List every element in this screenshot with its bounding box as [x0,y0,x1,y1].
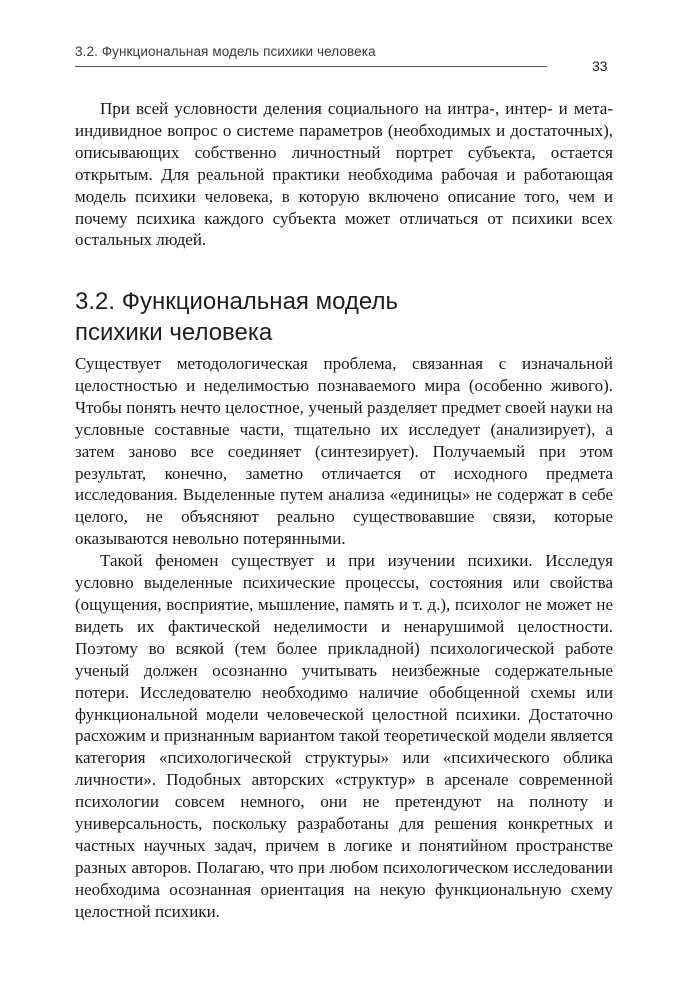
section-title-line-1: 3.2. Функциональная модель [75,288,398,315]
header-rule [75,66,547,67]
page-number: 33 [592,58,608,74]
section-title [75,286,615,348]
section-body [75,353,613,923]
section-title-line-2: психики человека [75,319,273,346]
body-paragraph-1: Существует методологическая проблема, связанная с изначальной целостностью и неделимостью познаваемого мира (особенно живого). Чтобы понять нечто целостное, ученый разделяет предмет своей науки на условные составные части, тщательно их исследует (анализирует), а затем заново все соединяет (синтезирует). Получаемый при этом результат, конечно, заметно отличается от исходного предмета исследования. Выделенные путем анализа «единицы» не содержат в себе целого, не объясняют реально существовавшие связи, которые оказываются невольно потерянными. [75,354,613,549]
intro-paragraph: При всей условности деления социального на интра-, интер- и мета-индивидное вопрос о системе параметров (необходимых и достаточных), описывающих собственно личностный портрет субъекта, остается открытым. Для реальной практики необходима рабочая и работающая модель психики человека, в которую включено описание того, чем и почему психика каждого субъекта может отличаться от психики всех остальных людей. [75,99,613,250]
body-paragraph-2: Такой феномен существует и при изучении психики. Исследуя условно выделенные психические процессы, состояния или свойства (ощущения, восприятие, мышление, память и т. д.), психолог не может не видеть их фактической неделимости и ненарушимой целостности. Поэтому во всякой (тем более прикладной) психологической работе ученый должен осознанно учитывать неизбежные содержательные потери. Исследователю необходимо наличие обобщенной схемы или функциональной модели человеческой целостной психики. Достаточно расхожим и признанным вариантом такой теоретической модели является категория «психологической структуры» или «психического облика личности». Подобных авторских «структур» в арсенале современной психологии совсем немного, они не претендуют на полноту и универсальность, поскольку разработаны для решения конкретных и частных научных задач, причем в логике и понятийном пространстве разных авторов. Полагаю, что при любом психологическом исследовании необходима осознанная ориентация на некую функциональную схему целостной психики. [75,551,613,921]
running-head: 3.2. Функциональная модель психики человека [75,44,376,59]
